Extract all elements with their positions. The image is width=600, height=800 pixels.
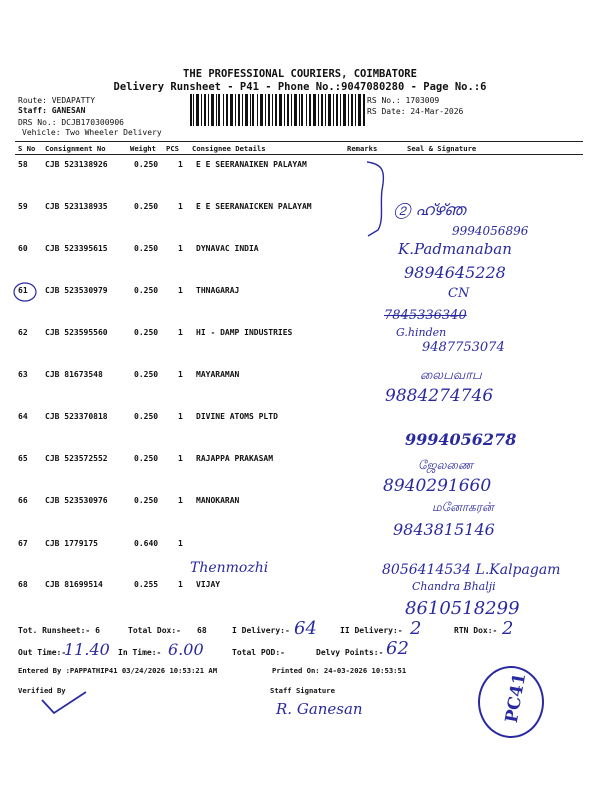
col-consignee: Consignee Details [192,144,266,153]
signature-68-name: Thenmozhi [190,560,269,576]
row-sno: 67 [18,539,28,548]
row-consignee: DIVINE ATOMS PLTD [196,412,278,421]
row-sno: 62 [18,328,28,337]
table-row [18,160,348,172]
row-pcs: 1 [178,580,183,589]
out-time-value: 11.40 [64,640,110,659]
printed-on: Printed On: 24-03-2026 10:53:51 [272,666,407,675]
row-sno: 65 [18,454,28,463]
row-pcs: 1 [178,412,183,421]
row-consignment: CJB 81673548 [45,370,103,379]
total-dox-label: Total Dox:- [128,626,181,635]
row-sno: 60 [18,244,28,253]
row-weight: 0.250 [134,454,159,463]
ii-delivery-value: 2 [410,618,422,639]
i-delivery-label: I Delivery:- [232,626,290,635]
staff-name: Staff: GANESAN [18,106,86,115]
staff-signature: R. Ganesan [276,700,363,718]
table-row [18,539,348,551]
row-pcs: 1 [178,244,183,253]
out-time-label: Out Time:- [18,648,67,657]
total-dox-value: 68 [197,626,207,635]
table-row [18,580,348,592]
row-sno: 58 [18,160,28,169]
barcode [190,94,366,126]
table-row [18,328,348,340]
row-sno: 66 [18,496,28,505]
signature-62-name: G.hinden [396,326,447,339]
signature-68-phone: 8610518299 [405,598,520,619]
row-sno: 64 [18,412,28,421]
signature-68-line1: 8056414534 L.Kalpagam [382,562,561,578]
runsheet-title: Delivery Runsheet - P41 - Phone No.:9047080280 - Page No.:6 [113,81,487,93]
signature-63-phone: 9884274746 [385,386,494,406]
row-consignee: MANOKARAN [196,496,240,505]
stamp-text: PC41 [501,671,531,725]
table-row [18,496,348,508]
row-pcs: 1 [178,202,183,211]
rtn-dox-label: RTN Dox:- [454,626,498,635]
row-weight: 0.250 [134,160,159,169]
signature-63-mark: லைபவாப [420,368,482,383]
vehicle: Vehicle: Two Wheeler Delivery [22,128,162,137]
row-pcs: 1 [178,496,183,505]
delvy-points-label: Delvy Points:- [316,648,384,657]
col-remarks: Remarks [347,144,378,153]
row-consignment: CJB 523395615 [45,244,108,253]
in-time-label: In Time:- [118,648,162,657]
row-consignee: THNAGARAJ [196,286,240,295]
row-consignee: VIJAY [196,580,221,589]
signature-60-phone: 9894645228 [404,263,506,282]
total-pod-label: Total POD:- [232,648,285,657]
row-consignment: CJB 523138926 [45,160,108,169]
bracket-mark-icon [364,160,390,238]
table-row [18,286,348,298]
ii-delivery-label: II Delivery:- [340,626,403,635]
row-sno: 63 [18,370,28,379]
signature-65-mark: ஜேலணை [418,458,474,472]
row-sno: 68 [18,580,28,589]
row-weight: 0.640 [134,539,159,548]
row-consignment: CJB 1779175 [45,539,98,548]
row-consignee: RAJAPPA PRAKASAM [196,454,274,463]
col-sno: S No [18,144,36,153]
row-weight: 0.250 [134,202,159,211]
table-row [18,412,348,424]
row-consignee: MAYARAMAN [196,370,240,379]
row-pcs: 1 [178,328,183,337]
col-pcs: PCS [166,144,179,153]
table-row [18,202,348,214]
row-pcs: 1 [178,454,183,463]
table-row [18,370,348,382]
signature-68-line2: Chandra Bhalji [412,580,496,593]
table-row [18,454,348,466]
row-consignment: CJB 523370818 [45,412,108,421]
rs-date: RS Date: 24-Mar-2026 [367,107,464,116]
signature-61-mark: CN [448,286,470,301]
rtn-dox-value: 2 [502,618,514,639]
circle-mark-icon [12,281,38,303]
table-row [18,244,348,256]
entered-by: Entered By :PAPPATHIP41 03/24/2026 10:53:21 AM [18,666,218,675]
row-sno: 61 [18,286,28,295]
row-pcs: 1 [178,539,183,548]
row-sno: 59 [18,202,28,211]
route: Route: VEDAPATTY [18,96,96,105]
row-consignment: CJB 523595560 [45,328,108,337]
delvy-points-value: 62 [386,638,409,659]
signature-66-mark: மனோகரன் [432,500,494,514]
signature-62-struck: 7845336340 [384,308,467,323]
signature-59-phone: 9994056896 [452,224,529,238]
row-weight: 0.250 [134,496,159,505]
company-name: THE PROFESSIONAL COURIERS, COIMBATORE [183,68,417,80]
signature-64: 9994056278 [405,430,517,449]
row-weight: 0.250 [134,412,159,421]
col-weight: Weight [130,144,156,153]
signature-66-phone: 9843815146 [393,520,495,539]
rs-number: RS No.: 1703009 [367,96,440,105]
row-consignment: CJB 523138935 [45,202,108,211]
row-consignee: E E SEERANAIKEN PALAYAM [196,160,307,169]
row-weight: 0.250 [134,244,159,253]
drs-number: DRS No.: DCJB170300906 [18,118,124,127]
col-seal: Seal & Signature [407,144,477,153]
checkmark-icon [40,690,90,716]
verified-by-label: Verified By [18,686,66,695]
row-pcs: 1 [178,286,183,295]
signature-65-phone: 8940291660 [383,476,492,496]
row-pcs: 1 [178,370,183,379]
header-top-rule [15,141,583,142]
row-weight: 0.250 [134,286,159,295]
i-delivery-value: 64 [294,618,317,639]
row-consignee: HI - DAMP INDUSTRIES [196,328,293,337]
row-consignment: CJB 523572552 [45,454,108,463]
col-consignment: Consignment No [45,144,106,153]
row-consignee: E E SEERANAICKEN PALAYAM [196,202,312,211]
tot-runsheet: Tot. Runsheet:- 6 [18,626,100,635]
row-consignment: CJB 523530979 [45,286,108,295]
header-bottom-rule [15,154,583,155]
in-time-value: 6.00 [168,640,204,659]
row-consignee: DYNAVAC INDIA [196,244,259,253]
row-pcs: 1 [178,160,183,169]
signature-62-phone: 9487753074 [422,340,505,355]
row-consignment: CJB 523530976 [45,496,108,505]
row-weight: 0.250 [134,328,159,337]
signature-60-name: K.Padmanaban [398,240,512,258]
row-consignment: CJB 81699514 [45,580,103,589]
staff-signature-label: Staff Signature [270,686,335,695]
signature-59-mark: ② ഹ്ഴ്ഞ [394,200,466,219]
row-weight: 0.255 [134,580,159,589]
row-weight: 0.250 [134,370,159,379]
